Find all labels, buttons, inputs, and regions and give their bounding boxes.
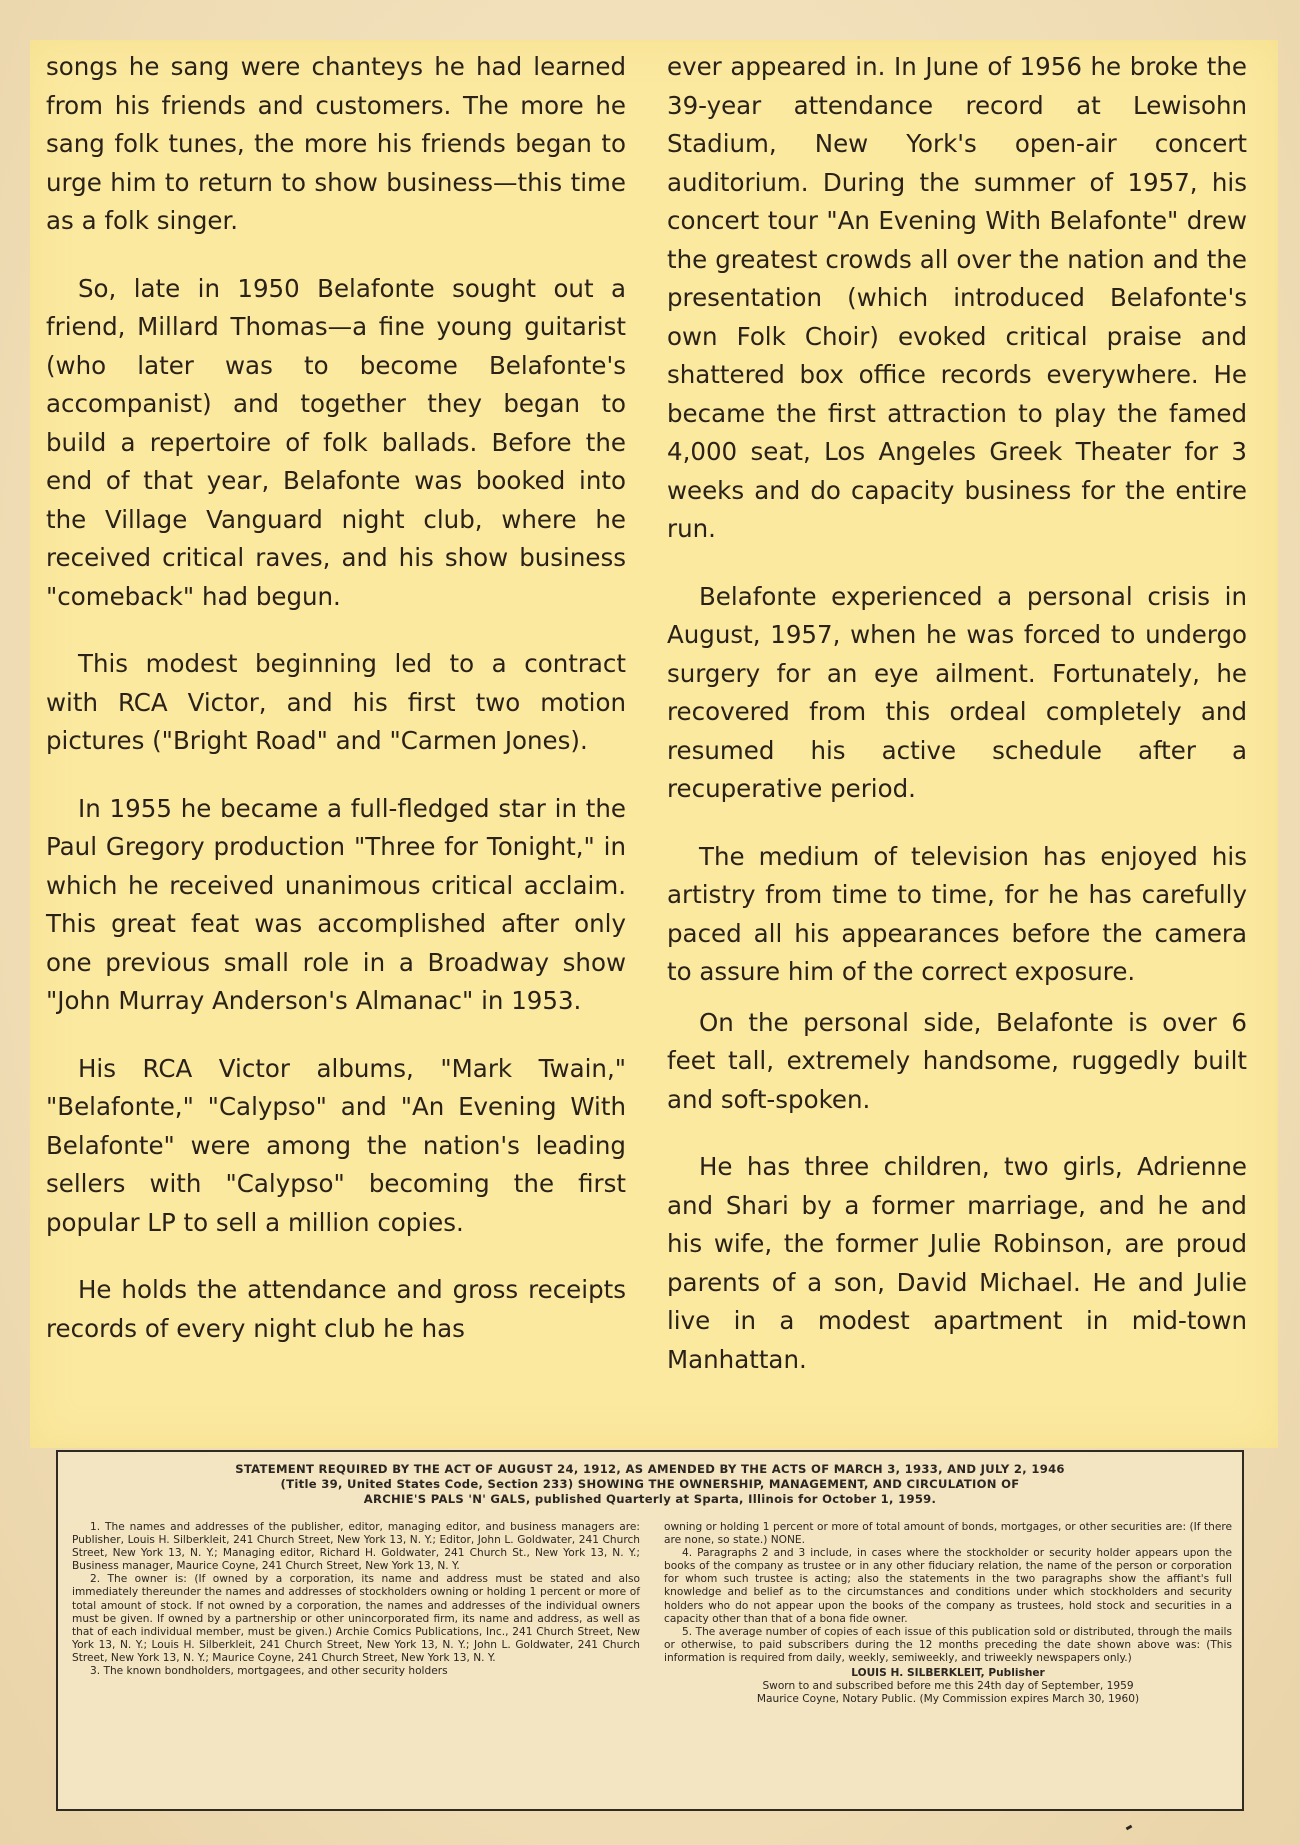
article-right-column	[667, 48, 1247, 1408]
statement-paragraph: 3. The known bondholders, mortgagees, and other security holders	[90, 1665, 448, 1678]
statement-heading-line: ARCHIE'S PALS 'N' GALS, published Quarterly at Sparta, Illinois for October 1, 1959.	[363, 1492, 937, 1506]
paragraph: songs he sang were chanteys he had learned from his friends and customers. The more he sang folk tunes, the more his friends began to urge him to return to show business—this time as a folk singer.	[46, 52, 626, 235]
statement-paragraph: 1. The names and addresses of the publisher, editor, managing editor, and business managers are: Publisher, Louis H. Silberkleit, 241 Church Street, New York 13, N. Y.; Editor, John L. Goldwater, 241 Church Street, New York 13, N. Y.; Managing editor, Richard H. Goldwater, 241 Church St., New York 13, N. Y.; Business manager, Maurice Coyne, 241 Church Street, New York 13, N. Y.	[72, 1521, 640, 1573]
paragraph: His RCA Victor albums, "Mark Twain," "Belafonte," "Calypso" and "An Evening With Belafonte" were among the nation's leading sellers with "Calypso" becoming the first popular LP to sell a million copies.	[46, 1053, 626, 1237]
paragraph: In 1955 he became a full-fledged star in the Paul Gregory production "Three for Tonight," in which he received unanimous critical acclaim. This great feat was accomplished after only one previous small role in a Broadway show "John Murray Anderson's Almanac" in 1953.	[46, 793, 626, 1015]
statement-right-column	[664, 1521, 1232, 1706]
paragraph: On the personal side, Belafonte is over 6 feet tall, extremely handsome, ruggedly built and soft-spoken.	[667, 1007, 1247, 1114]
paragraph: He has three children, two girls, Adrienne and Shari by a former marriage, and he and his wife, the former Julie Robinson, are proud parents of a son, David Michael. He and Julie live in a modest apartment in mid-town Manhattan.	[667, 1152, 1247, 1374]
statement-paragraph: 5. The average number of copies of each issue of this publication sold or distributed, through the mails or otherwise, to paid subscribers during the 12 months preceding the date shown above was: (This information is required from daily, weekly, semiweekly, and triweekly newspapers only.)	[664, 1625, 1232, 1664]
paragraph: The medium of television has enjoyed his artistry from time to time, for he has carefully paced all his appearances before the camera to assure him of the correct exposure.	[667, 841, 1247, 986]
sworn-statement: Sworn to and subscribed before me this 24th day of September, 1959	[762, 1680, 1134, 1693]
statement-paragraph: owning or holding 1 percent or more of total amount of bonds, mortgages, or other securities are: (If there are none, so state.) NONE.	[664, 1521, 1232, 1547]
ownership-statement-box	[56, 1450, 1244, 1811]
statement-paragraph: 2. The owner is: (If owned by a corporation, its name and address must be stated and also immediately thereunder the names and addresses of stockholders owning or holding 1 percent or more of total amount of stock. If not owned by a corporation, the names and addresses of the individual owners must be given. If owned by a partnership or other unincorporated firm, its name and address, as well as that of each individual member, must be given.) Archie Comics Publications, Inc., 241 Church Street, New York 13, N. Y.; Louis H. Silberkleit, 241 Church Street, New York 13, N. Y.; John L. Goldwater, 241 Church Street, New York 13, N. Y.; Maurice Coyne, 241 Church Street, New York 13, N. Y.	[72, 1573, 640, 1664]
statement-heading-line: STATEMENT REQUIRED BY THE ACT OF AUGUST 24, 1912, AS AMENDED BY THE ACTS OF MARCH 3, 1933, AND JULY 2, 1946	[235, 1462, 1065, 1476]
article-left-column	[46, 48, 626, 1377]
publisher-signature: LOUIS H. SILBERKLEIT, Publisher	[851, 1667, 1045, 1680]
ink-speck	[1126, 1825, 1133, 1831]
statement-left-column	[72, 1521, 640, 1678]
statement-paragraph: 4. Paragraphs 2 and 3 include, in cases where the stockholder or security holder appears upon the books of the company as trustee or in any other fiduciary relation, the name of the person or corporation for whom such trustee is acting; also the statements in the two paragraphs show the affiant's full knowledge and belief as to the circumstances and conditions under which stockholders and security holders who do not appear upon the books of the company as trustees, hold stock and securities in a capacity other than that of a bona fide owner.	[664, 1547, 1232, 1625]
paragraph: So, late in 1950 Belafonte sought out a friend, Millard Thomas—a fine young guitarist (who later was to become Belafonte's accompanist) and together they began to build a repertoire of folk ballads. Before the end of that year, Belafonte was booked into the Village Vanguard night club, where he received critical raves, and his show business "comeback" had begun.	[46, 273, 626, 611]
paragraph: This modest beginning led to a contract with RCA Victor, and his first two motion pictures ("Bright Road" and "Carmen Jones).	[46, 649, 626, 755]
paragraph: Belafonte experienced a personal crisis in August, 1957, when he was forced to undergo surgery for an eye ailment. Fortunately, he recovered from this ordeal completely and resumed his active schedule after a recuperative period.	[667, 581, 1247, 803]
statement-heading-line: (Title 39, United States Code, Section 233) SHOWING THE OWNERSHIP, MANAGEMENT, AND CIRCULATION OF	[280, 1477, 1020, 1491]
notary-line: Maurice Coyne, Notary Public. (My Commission expires March 30, 1960)	[756, 1693, 1140, 1706]
statement-heading	[72, 1462, 1228, 1507]
paragraph: ever appeared in. In June of 1956 he broke the 39-year attendance record at Lewisohn Stadium, New York's open-air concert auditorium. During the summer of 1957, his concert tour "An Evening With Belafonte" drew the greatest crowds all over the nation and the presentation (which introduced Belafonte's own Folk Choir) evoked critical praise and shattered box office records everywhere. He became the first attraction to play the famed 4,000 seat, Los Angeles Greek Theater for 3 weeks and do capacity business for the entire run.	[667, 52, 1247, 543]
paragraph: He holds the attendance and gross receipts records of every night club he has	[46, 1275, 626, 1343]
